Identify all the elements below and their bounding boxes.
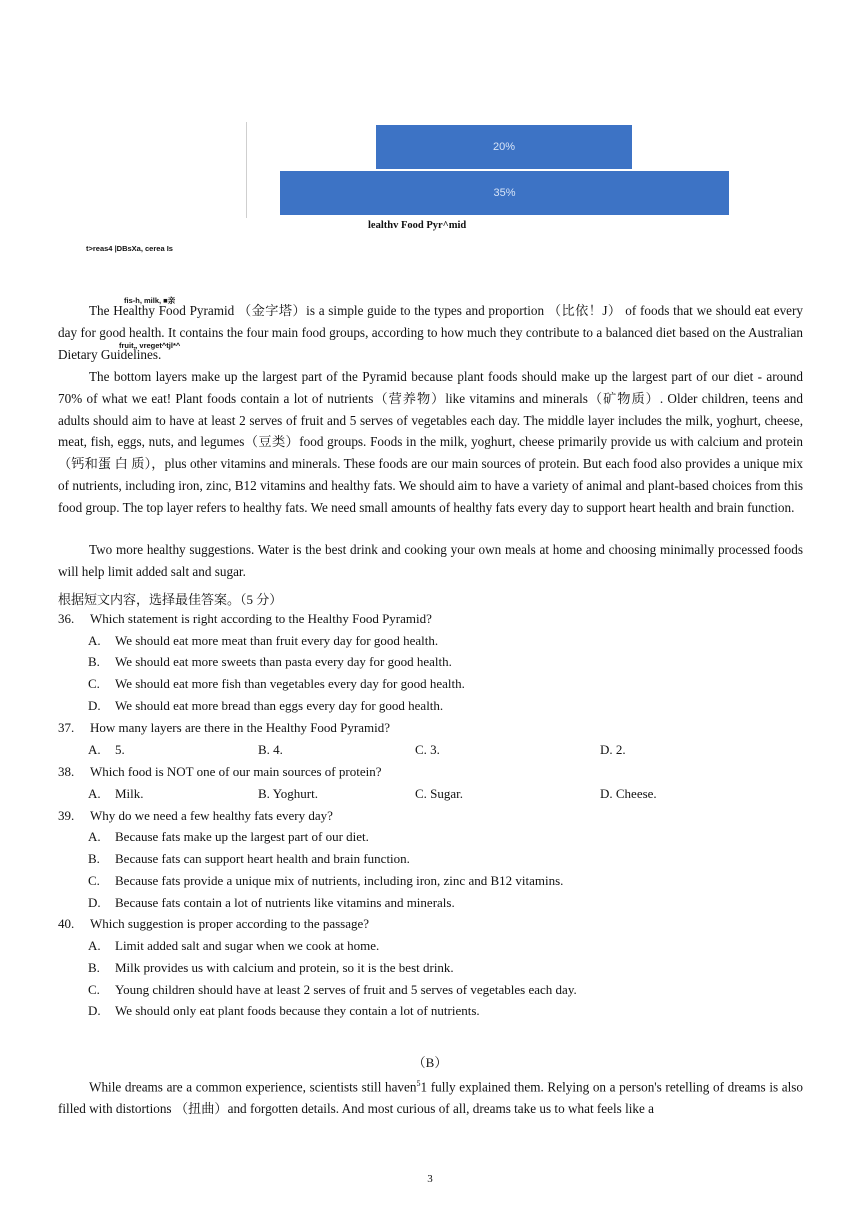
passage-a-paragraph-2: The bottom layers make up the largest part of the Pyramid because plant foods should make up the largest part of our diet - around 70% of what we eat! Plant foods contain a lot of nutrients（营养物）like vitamins and minerals（矿物质）. Older children, teens and adults should aim to have at least 2 serves of fruit and 5 serves of vegetables each day. The middle layer includes the milk, yoghurt, cheese, meat, fish, eggs, nuts, and legumes（豆类）food groups. Foods in the milk, yoghurt, cheese primarily provide us with calcium and protein（钙和蛋 白 质），plus other vitamins and minerals. These foods are our main sources of protein. But each food also provides a unique mix of nutrients, including iron, zinc, B12 vitamins and healthy fats. We should aim to have a variety of animal and plant-based choices from this food group. The top layer refers to healthy fats. We need small amounts of healthy fats every day to support heart health and brain function. — [58, 369, 803, 515]
option-text: Milk. — [115, 786, 144, 801]
question-38 — [58, 764, 381, 780]
question-number: 38. — [58, 764, 75, 779]
pyramid-fragment: fruit„ vreget^tjl*^ — [119, 341, 181, 350]
pyramid-bar-top: 20% — [376, 125, 632, 169]
option — [88, 895, 455, 911]
option-letter: D. — [88, 1003, 101, 1018]
option-letter: C. — [88, 873, 100, 888]
option-letter: A. — [88, 829, 101, 844]
option-text: We should eat more bread than eggs every day for good health. — [115, 698, 444, 713]
option — [88, 938, 379, 954]
instruction: 根据短文内容，选择最佳答案。（5 分） — [58, 592, 283, 607]
option — [88, 676, 465, 692]
option-letter: A. — [88, 742, 101, 757]
option-text: We should eat more meat than fruit every day for good health. — [115, 633, 439, 648]
option — [88, 851, 410, 867]
option-text: C. Sugar. — [415, 786, 464, 801]
option-letter: C. — [88, 676, 100, 691]
option-text: Because fats provide a unique mix of nutrients, including iron, zinc and B12 vitamins. — [115, 873, 564, 888]
option — [88, 654, 452, 670]
option — [88, 698, 443, 714]
option-letter: C. — [88, 982, 100, 997]
option-text: B. Yoghurt. — [258, 786, 318, 801]
question-39 — [58, 808, 333, 824]
option-text: We should only eat plant foods because they contain a lot of nutrients. — [115, 1003, 480, 1018]
question-text: Which statement is right according to the Healthy Food Pyramid? — [90, 611, 432, 626]
option-text: 5. — [115, 742, 125, 757]
superscript: 5 — [416, 1079, 421, 1088]
option-text: Milk provides us with calcium and protein, so it is the best drink. — [115, 960, 454, 975]
section-b-text: While dreams are a common experience, scientists still haven — [89, 1079, 417, 1095]
passage-a-paragraph-1: The Healthy Food Pyramid （金字塔）is a simple guide to the types and proportion （比依！J） of foods that we should eat every day for good health. It contains the four main food groups, according to how much they contribute to a balanced diet based on the Australian Dietary Guidelines. — [58, 303, 803, 362]
option — [88, 873, 563, 889]
option-text: B. 4. — [258, 742, 283, 757]
option — [88, 1003, 480, 1019]
option — [88, 960, 454, 976]
option — [88, 982, 577, 998]
question-number: 40. — [58, 916, 75, 931]
section-b-paragraph — [58, 1073, 803, 1120]
option-letter: B. — [88, 851, 100, 866]
option-letter: D. — [88, 895, 101, 910]
option-letter: A. — [88, 938, 101, 953]
option-text: We should eat more fish than vegetables every day for good health. — [115, 676, 465, 691]
pyramid-image — [246, 122, 731, 218]
question-text: Which food is NOT one of our main sources of protein? — [90, 764, 382, 779]
option — [88, 829, 369, 845]
option-text: D. 2. — [600, 742, 626, 757]
option-letter: A. — [88, 633, 101, 648]
option-letter: D. — [88, 698, 101, 713]
option-text: C. 3. — [415, 742, 440, 757]
option-text: Because fats contain a lot of nutrients like vitamins and minerals. — [115, 895, 455, 910]
pyramid-bar-bottom: 35% — [280, 171, 729, 215]
option-letter: A. — [88, 786, 101, 801]
option-letter: B. — [88, 654, 100, 669]
section-b-text: 1 fully explained them. Relying on a person's retelling of dreams is also filled with distortions （扭曲）and forgotten details. And most curious of all, dreams take us to what feels like a — [58, 1079, 803, 1117]
section-b-heading: （B） — [412, 1055, 448, 1070]
question-text: Which suggestion is proper according to the passage? — [90, 916, 370, 931]
option-text: Young children should have at least 2 serves of fruit and 5 serves of vegetables each day. — [115, 982, 577, 997]
question-number: 37. — [58, 720, 75, 735]
pyramid-fragment: t>reas4 |DBsXa, cerea Is — [86, 244, 173, 253]
question-40 — [58, 916, 369, 932]
pyramid-fragment: fis-h, milk, ■亲 — [124, 296, 176, 305]
question-text: How many layers are there in the Healthy Food Pyramid? — [90, 720, 390, 735]
option-text: We should eat more sweets than pasta every day for good health. — [115, 654, 452, 669]
option-letter: B. — [88, 960, 100, 975]
question-text: Why do we need a few healthy fats every day? — [90, 808, 333, 823]
pyramid-caption: lealthv Food Pyr^mid — [368, 220, 467, 231]
question-number: 39. — [58, 808, 75, 823]
option — [88, 633, 438, 649]
option-text: D. Cheese. — [600, 786, 657, 801]
option-text: Because fats make up the largest part of our diet. — [115, 829, 369, 844]
question-36 — [58, 611, 432, 627]
option-text: Limit added salt and sugar when we cook at home. — [115, 938, 380, 953]
question-37 — [58, 720, 390, 736]
page-number: 3 — [427, 1173, 433, 1185]
question-number: 36. — [58, 611, 75, 626]
option-text: Because fats can support heart health and brain function. — [115, 851, 410, 866]
passage-a-paragraph-3: Two more healthy suggestions. Water is the best drink and cooking your own meals at home and choosing minimally processed foods will help limit added salt and sugar. — [58, 542, 803, 579]
